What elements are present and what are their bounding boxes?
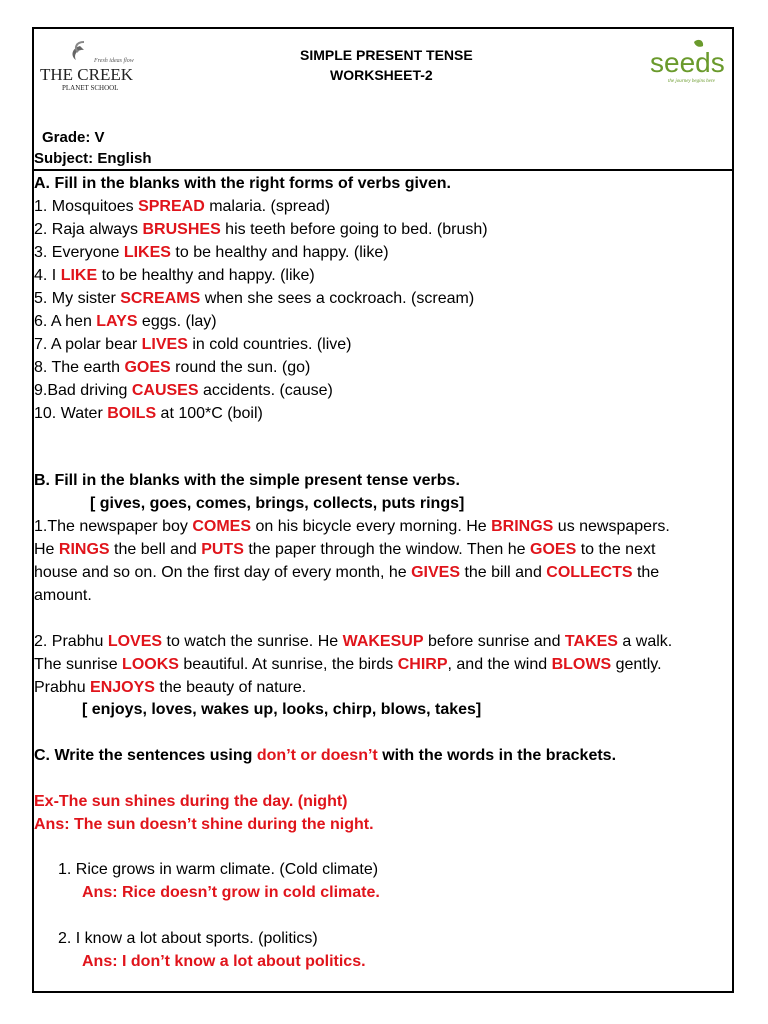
- sentence-text: to watch the sunrise. He: [162, 633, 343, 650]
- sentence-text: He: [34, 541, 59, 558]
- section-b-p2-line: [34, 632, 672, 652]
- section-a-item: [34, 312, 217, 332]
- sentence-text: 3. Everyone: [34, 244, 124, 261]
- sentence-text: on his bicycle every morning. He: [251, 518, 492, 535]
- answer-verb: LOVES: [107, 633, 163, 650]
- answer-verb: PUTS: [201, 541, 244, 558]
- sentence-text: 2. Raja always: [34, 221, 143, 238]
- sentence-text: to be healthy and happy. (like): [97, 267, 315, 284]
- school-logo: [40, 38, 160, 98]
- seeds-tagline: the journey begins here: [668, 79, 715, 84]
- sentence-text: round the sun. (go): [170, 359, 311, 376]
- sentence-text: amount.: [34, 587, 92, 604]
- section-a-item: [34, 381, 333, 401]
- answer-verb: BLOWS: [551, 656, 612, 673]
- answer-verb: CAUSES: [131, 382, 199, 399]
- answer-verb: CHIRP: [397, 656, 448, 673]
- answer-verb: LIKE: [60, 267, 98, 284]
- answer-verb: TAKES: [564, 633, 618, 650]
- sentence-text: accidents. (cause): [198, 382, 333, 399]
- school-subname: PLANET SCHOOL: [62, 84, 119, 92]
- sentence-text: , and the wind: [447, 656, 552, 673]
- section-b-heading: B. Fill in the blanks with the simple present tense verbs.: [34, 472, 460, 489]
- sentence-text: the: [632, 564, 660, 581]
- sentence-text: 9.Bad driving: [34, 382, 132, 399]
- section-b-p2-line: [34, 678, 306, 698]
- section-a-item: [34, 220, 488, 240]
- sentence-text: before sunrise and: [423, 633, 565, 650]
- answer-verb: COMES: [192, 518, 251, 535]
- section-b-p1-line: [34, 517, 670, 537]
- section-a-item: [34, 358, 310, 378]
- section-b-wordbank-2: [ enjoys, loves, wakes up, looks, chirp, blows, takes]: [82, 701, 482, 718]
- sentence-text: 1. Mosquitoes: [34, 198, 139, 215]
- seeds-logo: [648, 38, 734, 88]
- section-a-item: [34, 335, 352, 355]
- section-a-item: [34, 243, 389, 263]
- section-a-heading: A. Fill in the blanks with the right forms of verbs given.: [34, 175, 451, 192]
- answer-verb: BRUSHES: [142, 221, 221, 238]
- school-name: THE CREEK: [40, 65, 134, 84]
- sentence-text: 10. Water: [34, 405, 108, 422]
- answer-1: Ans: Rice doesn’t grow in cold climate.: [82, 884, 380, 901]
- sentence-text: at 100*C (boil): [156, 405, 263, 422]
- question-1: 1. Rice grows in warm climate. (Cold climate): [58, 861, 379, 878]
- sentence-text: gently.: [611, 656, 662, 673]
- example-answer: Ans: The sun doesn’t shine during the night.: [34, 816, 374, 833]
- example-question: Ex-The sun shines during the day. (night): [34, 793, 348, 810]
- sentence-text: The sunrise: [34, 656, 123, 673]
- section-a-item: [34, 266, 315, 286]
- sentence-text: 6. A hen: [34, 313, 97, 330]
- sentence-text: malaria. (spread): [204, 198, 331, 215]
- answer-2: Ans: I don’t know a lot about politics.: [82, 953, 366, 970]
- section-b-p2-line: [34, 655, 662, 675]
- grade-label: Grade: V: [42, 129, 105, 146]
- answer-verb: ENJOYS: [90, 679, 155, 696]
- sentence-text: 4. I: [34, 267, 61, 284]
- section-a-item: [34, 197, 330, 217]
- section-b-p1-line: [34, 540, 655, 560]
- answer-verb: SCREAMS: [120, 290, 201, 307]
- worksheet-subtitle: WORKSHEET-2: [330, 67, 433, 83]
- section-c-heading-post: with the words in the brackets.: [377, 747, 617, 764]
- sentence-text: 7. A polar bear: [34, 336, 142, 353]
- section-a-item: [34, 404, 263, 424]
- section-b-p1-line: [34, 563, 659, 583]
- answer-verb: LAYS: [96, 313, 138, 330]
- sentence-text: a walk.: [617, 633, 673, 650]
- section-c-heading: [34, 746, 616, 766]
- sentence-text: when she sees a cockroach. (scream): [200, 290, 475, 307]
- section-b-p1-line: [34, 586, 92, 606]
- section-c-heading-pre: C. Write the sentences using: [34, 747, 257, 764]
- sentence-text: house and so on. On the first day of every month, he: [34, 564, 412, 581]
- answer-verb: BOILS: [107, 405, 157, 422]
- sentence-text: eggs. (lay): [137, 313, 217, 330]
- sentence-text: to the next: [576, 541, 656, 558]
- sentence-text: Prabhu: [34, 679, 91, 696]
- section-c-heading-red: don’t or doesn’t: [256, 747, 378, 764]
- answer-verb: WAKESUP: [342, 633, 424, 650]
- sentence-text: beautiful. At sunrise, the birds: [178, 656, 398, 673]
- sentence-text: 5. My sister: [34, 290, 121, 307]
- subject-label: Subject: English: [34, 150, 152, 167]
- section-b-wordbank-1: [ gives, goes, comes, brings, collects, puts rings]: [90, 495, 465, 512]
- sentence-text: the bell and: [109, 541, 202, 558]
- answer-verb: LIKES: [123, 244, 171, 261]
- sentence-text: 2. Prabhu: [34, 633, 108, 650]
- sentence-text: 1.The newspaper boy: [34, 518, 193, 535]
- answer-verb: GOES: [124, 359, 171, 376]
- school-tagline: Fresh ideas flow: [94, 58, 134, 64]
- section-a-item: [34, 289, 474, 309]
- sentence-text: 8. The earth: [34, 359, 125, 376]
- sentence-text: the bill and: [460, 564, 547, 581]
- answer-verb: COLLECTS: [546, 564, 633, 581]
- sentence-text: to be healthy and happy. (like): [170, 244, 389, 261]
- answer-verb: GIVES: [411, 564, 461, 581]
- answer-verb: BRINGS: [491, 518, 554, 535]
- answer-verb: LIVES: [141, 336, 188, 353]
- worksheet-title: SIMPLE PRESENT TENSE: [300, 47, 473, 63]
- answer-verb: GOES: [530, 541, 577, 558]
- sentence-text: in cold countries. (live): [187, 336, 352, 353]
- sentence-text: the beauty of nature.: [154, 679, 307, 696]
- question-2: 2. I know a lot about sports. (politics): [58, 930, 318, 947]
- sentence-text: his teeth before going to bed. (brush): [220, 221, 488, 238]
- answer-verb: SPREAD: [138, 198, 205, 215]
- seeds-name: seeds: [650, 47, 725, 78]
- sentence-text: the paper through the window. Then he: [243, 541, 531, 558]
- header-divider: [32, 169, 734, 171]
- answer-verb: RINGS: [58, 541, 110, 558]
- answer-verb: LOOKS: [122, 656, 179, 673]
- sentence-text: us newspapers.: [553, 518, 670, 535]
